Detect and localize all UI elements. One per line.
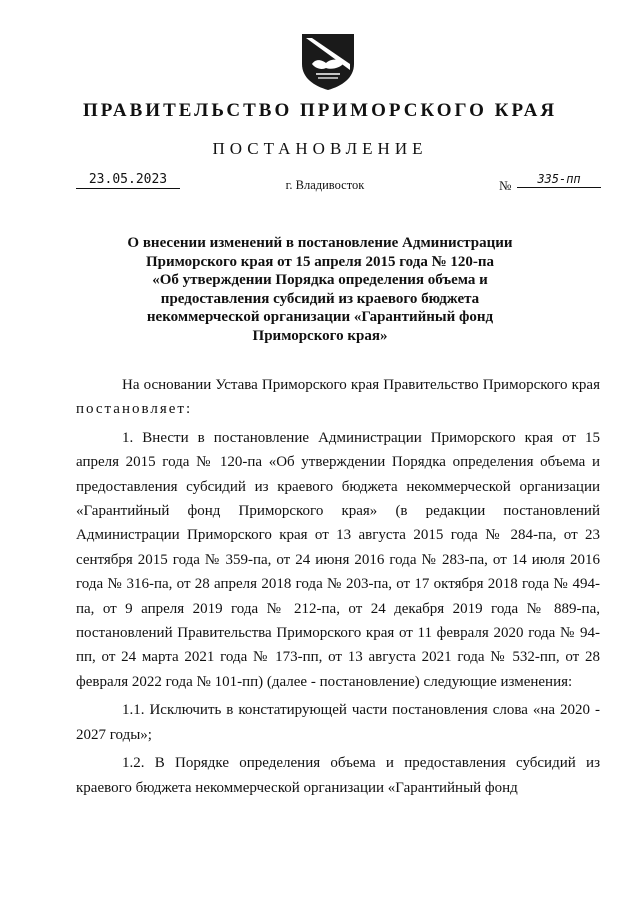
document-body xyxy=(76,373,600,800)
subject-line: предоставления субсидий из краевого бюджета xyxy=(160,290,480,307)
coat-of-arms-icon xyxy=(296,30,360,92)
document-subject xyxy=(100,234,540,346)
paragraph-preamble: На основании Устава Приморского края Правительство Приморского края постановляет: xyxy=(76,377,600,418)
subject-line: Приморского края от 15 апреля 2015 года № 120-па xyxy=(145,253,495,270)
document-number: 335-пп xyxy=(517,172,601,188)
number-label: № xyxy=(499,178,512,193)
document-date: 23.05.2023 xyxy=(76,172,180,189)
document-city: г. Владивосток xyxy=(285,178,365,192)
subject-line: некоммерческой организации «Гарантийный фонд xyxy=(146,309,494,326)
government-title: ПРАВИТЕЛЬСТВО ПРИМОРСКОГО КРАЯ xyxy=(82,100,558,121)
subject-line: «Об утверждении Порядка определения объема и xyxy=(152,272,488,289)
paragraph-clause-1-2: 1.2. В Порядке определения объема и предоставления субсидий из краевого бюджета некоммерческой организации «Гарантийный фонд xyxy=(76,755,600,796)
paragraph-clause-1: 1. Внести в постановление Администрации Приморского края от 15 апреля 2015 года № 120-па «Об утверждении Порядка определения объема и предоставления субсидий из краевого бюджета некоммерческой организации «Гарантийный фонд Приморского края» (в редакции постановлений Администрации Приморского края от 13 августа 2015 года № 284-па, от 23 сентября 2015 года № 359-па, от 24 июня 2016 года № 283-па, от 14 июля 2016 года № 316-па, от 28 апреля 2018 года № 203-па, от 17 октября 2018 года № 494-па, от 9 апреля 2019 года № 212-па, от 24 декабря 2019 года № 889-па, постановлений Правительства Приморского края от 11 февраля 2020 года № 94-пп, от 24 марта 2021 года № 173-пп, от 13 августа 2021 года № 532-пп, от 28 февраля 2022 года № 101-пп) (далее - постановление) следующие изменения: xyxy=(76,429,600,690)
document-type: ПОСТАНОВЛЕНИЕ xyxy=(212,139,428,158)
subject-line: Приморского края» xyxy=(252,327,388,344)
subject-line: О внесении изменений в постановление Администрации xyxy=(127,235,513,251)
paragraph-clause-1-1: 1.1. Исключить в констатирующей части постановления слова «на 2020 - 2027 годы»; xyxy=(76,702,600,743)
